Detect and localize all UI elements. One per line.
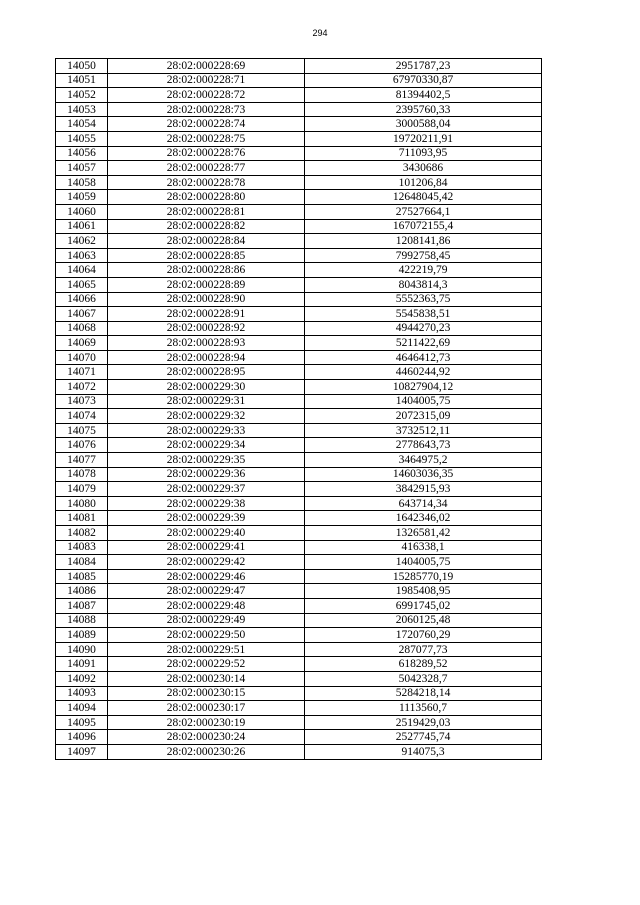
row-number-cell: 14086 xyxy=(56,584,108,599)
cadastral-number-cell: 28:02:000229:39 xyxy=(108,511,305,526)
row-number-cell: 14065 xyxy=(56,277,108,292)
table-row xyxy=(56,219,542,234)
cadastral-number-cell: 28:02:000229:30 xyxy=(108,380,305,395)
table-row xyxy=(56,423,542,438)
value-cell: 15285770,19 xyxy=(305,569,542,584)
cadastral-number-cell: 28:02:000229:32 xyxy=(108,409,305,424)
table-row xyxy=(56,409,542,424)
table-row xyxy=(56,380,542,395)
value-cell: 2060125,48 xyxy=(305,613,542,628)
cadastral-number-cell: 28:02:000230:14 xyxy=(108,671,305,686)
value-cell: 1404005,75 xyxy=(305,394,542,409)
cadastral-number-cell: 28:02:000229:50 xyxy=(108,628,305,643)
value-cell: 1985408,95 xyxy=(305,584,542,599)
cadastral-number-cell: 28:02:000229:33 xyxy=(108,423,305,438)
table-row xyxy=(56,190,542,205)
value-cell: 167072155,4 xyxy=(305,219,542,234)
value-cell: 6991745,02 xyxy=(305,598,542,613)
table-row xyxy=(56,555,542,570)
cadastral-number-cell: 28:02:000228:89 xyxy=(108,277,305,292)
value-cell: 5042328,7 xyxy=(305,671,542,686)
value-cell: 914075,3 xyxy=(305,744,542,759)
table-row xyxy=(56,511,542,526)
row-number-cell: 14089 xyxy=(56,628,108,643)
cadastral-number-cell: 28:02:000228:92 xyxy=(108,321,305,336)
table-row xyxy=(56,744,542,759)
value-cell: 287077,73 xyxy=(305,642,542,657)
table-row xyxy=(56,365,542,380)
table-row xyxy=(56,73,542,88)
row-number-cell: 14075 xyxy=(56,423,108,438)
row-number-cell: 14078 xyxy=(56,467,108,482)
row-number-cell: 14054 xyxy=(56,117,108,132)
row-number-cell: 14059 xyxy=(56,190,108,205)
value-cell: 1208141,86 xyxy=(305,234,542,249)
cadastral-number-cell: 28:02:000229:41 xyxy=(108,540,305,555)
value-cell: 643714,34 xyxy=(305,496,542,511)
row-number-cell: 14066 xyxy=(56,292,108,307)
row-number-cell: 14088 xyxy=(56,613,108,628)
cadastral-number-cell: 28:02:000230:24 xyxy=(108,730,305,745)
row-number-cell: 14096 xyxy=(56,730,108,745)
table-row xyxy=(56,730,542,745)
row-number-cell: 14055 xyxy=(56,131,108,146)
row-number-cell: 14092 xyxy=(56,671,108,686)
cadastral-number-cell: 28:02:000229:38 xyxy=(108,496,305,511)
table-row xyxy=(56,88,542,103)
table-row xyxy=(56,496,542,511)
row-number-cell: 14061 xyxy=(56,219,108,234)
cadastral-number-cell: 28:02:000228:82 xyxy=(108,219,305,234)
table-row xyxy=(56,117,542,132)
table-row xyxy=(56,146,542,161)
cadastral-number-cell: 28:02:000228:81 xyxy=(108,204,305,219)
table-row xyxy=(56,628,542,643)
cadastral-number-cell: 28:02:000229:35 xyxy=(108,453,305,468)
page-number: 294 xyxy=(312,28,328,38)
value-cell: 5284218,14 xyxy=(305,686,542,701)
row-number-cell: 14060 xyxy=(56,204,108,219)
table-row xyxy=(56,204,542,219)
table-row xyxy=(56,292,542,307)
value-cell: 3000588,04 xyxy=(305,117,542,132)
cadastral-number-cell: 28:02:000228:93 xyxy=(108,336,305,351)
table-row xyxy=(56,540,542,555)
row-number-cell: 14093 xyxy=(56,686,108,701)
value-cell: 12648045,42 xyxy=(305,190,542,205)
value-cell: 7992758,45 xyxy=(305,248,542,263)
table-row xyxy=(56,715,542,730)
table-row xyxy=(56,701,542,716)
row-number-cell: 14067 xyxy=(56,307,108,322)
table-row xyxy=(56,482,542,497)
value-cell: 8043814,3 xyxy=(305,277,542,292)
value-cell: 4646412,73 xyxy=(305,350,542,365)
value-cell: 2951787,23 xyxy=(305,59,542,74)
value-cell: 2778643,73 xyxy=(305,438,542,453)
row-number-cell: 14097 xyxy=(56,744,108,759)
value-cell: 27527664,1 xyxy=(305,204,542,219)
value-cell: 2395760,33 xyxy=(305,102,542,117)
row-number-cell: 14050 xyxy=(56,59,108,74)
cadastral-number-cell: 28:02:000228:85 xyxy=(108,248,305,263)
table-row xyxy=(56,613,542,628)
cadastral-number-cell: 28:02:000229:46 xyxy=(108,569,305,584)
table-row xyxy=(56,161,542,176)
cadastral-number-cell: 28:02:000230:19 xyxy=(108,715,305,730)
cadastral-number-cell: 28:02:000229:36 xyxy=(108,467,305,482)
table-row xyxy=(56,350,542,365)
row-number-cell: 14077 xyxy=(56,453,108,468)
cadastral-number-cell: 28:02:000228:78 xyxy=(108,175,305,190)
row-number-cell: 14079 xyxy=(56,482,108,497)
table-row xyxy=(56,526,542,541)
row-number-cell: 14073 xyxy=(56,394,108,409)
value-cell: 1404005,75 xyxy=(305,555,542,570)
cadastral-number-cell: 28:02:000229:31 xyxy=(108,394,305,409)
table-row xyxy=(56,307,542,322)
table-row xyxy=(56,234,542,249)
table-row xyxy=(56,598,542,613)
cadastral-number-cell: 28:02:000229:42 xyxy=(108,555,305,570)
cadastral-table xyxy=(55,58,542,760)
table-row xyxy=(56,671,542,686)
row-number-cell: 14069 xyxy=(56,336,108,351)
value-cell: 2527745,74 xyxy=(305,730,542,745)
value-cell: 1642346,02 xyxy=(305,511,542,526)
row-number-cell: 14070 xyxy=(56,350,108,365)
row-number-cell: 14082 xyxy=(56,526,108,541)
cadastral-number-cell: 28:02:000228:72 xyxy=(108,88,305,103)
row-number-cell: 14083 xyxy=(56,540,108,555)
table-row xyxy=(56,175,542,190)
table-body xyxy=(56,59,542,760)
value-cell: 81394402,5 xyxy=(305,88,542,103)
value-cell: 1326581,42 xyxy=(305,526,542,541)
table-row xyxy=(56,131,542,146)
value-cell: 67970330,87 xyxy=(305,73,542,88)
row-number-cell: 14094 xyxy=(56,701,108,716)
cadastral-number-cell: 28:02:000228:94 xyxy=(108,350,305,365)
value-cell: 14603036,35 xyxy=(305,467,542,482)
row-number-cell: 14074 xyxy=(56,409,108,424)
row-number-cell: 14090 xyxy=(56,642,108,657)
value-cell: 5552363,75 xyxy=(305,292,542,307)
table-row xyxy=(56,394,542,409)
value-cell: 5211422,69 xyxy=(305,336,542,351)
cadastral-number-cell: 28:02:000228:77 xyxy=(108,161,305,176)
value-cell: 416338,1 xyxy=(305,540,542,555)
cadastral-number-cell: 28:02:000229:40 xyxy=(108,526,305,541)
cadastral-number-cell: 28:02:000228:84 xyxy=(108,234,305,249)
row-number-cell: 14071 xyxy=(56,365,108,380)
value-cell: 5545838,51 xyxy=(305,307,542,322)
table-row xyxy=(56,59,542,74)
row-number-cell: 14091 xyxy=(56,657,108,672)
table-row xyxy=(56,248,542,263)
cadastral-number-cell: 28:02:000228:90 xyxy=(108,292,305,307)
cadastral-number-cell: 28:02:000228:74 xyxy=(108,117,305,132)
row-number-cell: 14056 xyxy=(56,146,108,161)
table-row xyxy=(56,321,542,336)
table-row xyxy=(56,102,542,117)
value-cell: 2519429,03 xyxy=(305,715,542,730)
row-number-cell: 14052 xyxy=(56,88,108,103)
row-number-cell: 14087 xyxy=(56,598,108,613)
table-row xyxy=(56,584,542,599)
cadastral-number-cell: 28:02:000228:80 xyxy=(108,190,305,205)
row-number-cell: 14095 xyxy=(56,715,108,730)
cadastral-number-cell: 28:02:000229:34 xyxy=(108,438,305,453)
row-number-cell: 14068 xyxy=(56,321,108,336)
cadastral-number-cell: 28:02:000229:47 xyxy=(108,584,305,599)
value-cell: 3430686 xyxy=(305,161,542,176)
value-cell: 4944270,23 xyxy=(305,321,542,336)
value-cell: 3732512,11 xyxy=(305,423,542,438)
cadastral-number-cell: 28:02:000228:86 xyxy=(108,263,305,278)
table-row xyxy=(56,453,542,468)
cadastral-number-cell: 28:02:000230:17 xyxy=(108,701,305,716)
table-row xyxy=(56,277,542,292)
row-number-cell: 14053 xyxy=(56,102,108,117)
value-cell: 711093,95 xyxy=(305,146,542,161)
value-cell: 3842915,93 xyxy=(305,482,542,497)
value-cell: 2072315,09 xyxy=(305,409,542,424)
row-number-cell: 14058 xyxy=(56,175,108,190)
table-row xyxy=(56,263,542,278)
cadastral-number-cell: 28:02:000228:91 xyxy=(108,307,305,322)
cadastral-number-cell: 28:02:000230:26 xyxy=(108,744,305,759)
row-number-cell: 14062 xyxy=(56,234,108,249)
cadastral-number-cell: 28:02:000228:95 xyxy=(108,365,305,380)
row-number-cell: 14084 xyxy=(56,555,108,570)
row-number-cell: 14057 xyxy=(56,161,108,176)
cadastral-number-cell: 28:02:000229:48 xyxy=(108,598,305,613)
value-cell: 101206,84 xyxy=(305,175,542,190)
table-row xyxy=(56,642,542,657)
cadastral-number-cell: 28:02:000229:37 xyxy=(108,482,305,497)
cadastral-number-cell: 28:02:000230:15 xyxy=(108,686,305,701)
row-number-cell: 14051 xyxy=(56,73,108,88)
table-row xyxy=(56,657,542,672)
row-number-cell: 14080 xyxy=(56,496,108,511)
row-number-cell: 14076 xyxy=(56,438,108,453)
cadastral-number-cell: 28:02:000229:52 xyxy=(108,657,305,672)
row-number-cell: 14064 xyxy=(56,263,108,278)
cadastral-number-cell: 28:02:000228:75 xyxy=(108,131,305,146)
value-cell: 4460244,92 xyxy=(305,365,542,380)
row-number-cell: 14072 xyxy=(56,380,108,395)
value-cell: 1720760,29 xyxy=(305,628,542,643)
value-cell: 10827904,12 xyxy=(305,380,542,395)
cadastral-number-cell: 28:02:000228:73 xyxy=(108,102,305,117)
value-cell: 19720211,91 xyxy=(305,131,542,146)
cadastral-number-cell: 28:02:000228:76 xyxy=(108,146,305,161)
value-cell: 422219,79 xyxy=(305,263,542,278)
row-number-cell: 14081 xyxy=(56,511,108,526)
table-row xyxy=(56,569,542,584)
row-number-cell: 14085 xyxy=(56,569,108,584)
value-cell: 618289,52 xyxy=(305,657,542,672)
table-row xyxy=(56,336,542,351)
value-cell: 1113560,7 xyxy=(305,701,542,716)
cadastral-number-cell: 28:02:000228:69 xyxy=(108,59,305,74)
cadastral-number-cell: 28:02:000228:71 xyxy=(108,73,305,88)
value-cell: 3464975,2 xyxy=(305,453,542,468)
cadastral-number-cell: 28:02:000229:49 xyxy=(108,613,305,628)
cadastral-number-cell: 28:02:000229:51 xyxy=(108,642,305,657)
table-row xyxy=(56,686,542,701)
table-row xyxy=(56,467,542,482)
table-row xyxy=(56,438,542,453)
row-number-cell: 14063 xyxy=(56,248,108,263)
